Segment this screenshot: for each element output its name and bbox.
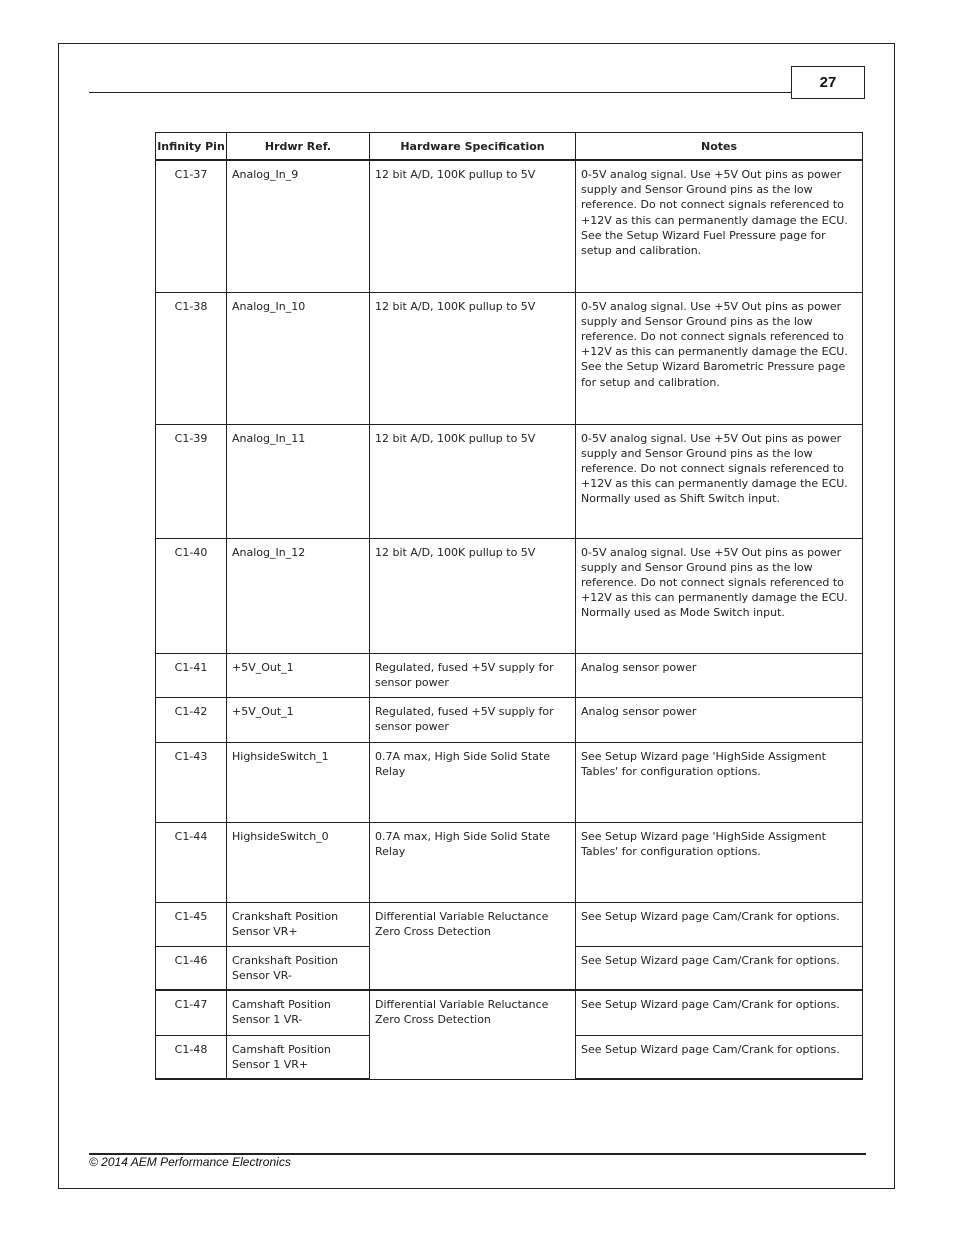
- notes-cell: See Setup Wizard page Cam/Crank for options.: [581, 1042, 840, 1056]
- notes-cell: Analog sensor power: [581, 704, 697, 718]
- notes-cell: 0-5V analog signal. Use +5V Out pins as power supply and Sensor Ground pins as the low reference. Do not connect signals referenced to +12V as this can permanently damage the ECU. See the Setup Wizard Fuel Pressure page for setup and calibration.: [581, 168, 848, 258]
- spec-cell: Differential Variable Reluctance Zero Cross Detection: [375, 909, 549, 938]
- notes-cell: See Setup Wizard page Cam/Crank for options.: [581, 909, 840, 923]
- pin-table: [155, 132, 863, 1080]
- ref-cell: Crankshaft Position Sensor VR-: [232, 953, 339, 982]
- table-row: [156, 424, 863, 538]
- pin-cell: C1-46: [174, 953, 208, 967]
- spec-cell: Regulated, fused +5V supply for sensor power: [375, 704, 554, 733]
- spec-cell: 0.7A max, High Side Solid State Relay: [375, 829, 550, 858]
- table-row: [156, 822, 863, 902]
- ref-cell: +5V_Out_1: [232, 660, 294, 674]
- ref-cell: Camshaft Position Sensor 1 VR-: [232, 998, 331, 1027]
- pin-cell: C1-37: [174, 168, 208, 181]
- ref-cell: Camshaft Position Sensor 1 VR+: [232, 1042, 331, 1071]
- table-row: [156, 538, 863, 653]
- ref-cell: +5V_Out_1: [232, 704, 294, 718]
- ref-cell: HighsideSwitch_0: [232, 829, 329, 843]
- spec-cell: 12 bit A/D, 100K pullup to 5V: [375, 545, 536, 559]
- header-hrdwr-ref: Hrdwr Ref.: [227, 133, 370, 161]
- ref-cell: Analog_In_11: [232, 431, 306, 445]
- table-row: [156, 697, 863, 742]
- footer-copyright: © 2014 AEM Performance Electronics: [89, 1155, 291, 1169]
- spec-cell: 0.7A max, High Side Solid State Relay: [375, 749, 550, 778]
- pin-cell: C1-41: [174, 660, 208, 674]
- spec-cell: 12 bit A/D, 100K pullup to 5V: [375, 299, 536, 313]
- header-hardware-spec: Hardware Specification: [370, 133, 576, 161]
- pin-cell: C1-39: [174, 431, 208, 445]
- page-number: 27: [791, 66, 865, 99]
- ref-cell: Analog_In_12: [232, 545, 306, 559]
- table-row: [156, 160, 863, 292]
- table-header-row: [156, 133, 863, 161]
- table-row: [156, 292, 863, 424]
- header-rule: [89, 92, 791, 93]
- header-notes: Notes: [576, 133, 863, 161]
- pin-cell: C1-42: [174, 704, 208, 718]
- spec-cell: Differential Variable Reluctance Zero Cross Detection: [375, 998, 549, 1027]
- notes-cell: See Setup Wizard page Cam/Crank for options.: [581, 998, 840, 1011]
- notes-cell: 0-5V analog signal. Use +5V Out pins as power supply and Sensor Ground pins as the low reference. Do not connect signals referenced to +12V as this can permanently damage the ECU. See the Setup Wizard Barometric Pressure page for setup and calibration.: [581, 299, 848, 389]
- spec-cell: 12 bit A/D, 100K pullup to 5V: [375, 431, 536, 445]
- notes-cell: Analog sensor power: [581, 660, 697, 674]
- ref-cell: HighsideSwitch_1: [232, 749, 329, 763]
- table-row: [156, 742, 863, 822]
- header-infinity-pin: Infinity Pin: [156, 133, 227, 161]
- notes-cell: 0-5V analog signal. Use +5V Out pins as power supply and Sensor Ground pins as the low reference. Do not connect signals referenced to +12V as this can permanently damage the ECU. Normally used as Shift Switch input.: [581, 431, 848, 506]
- pin-cell: C1-40: [174, 545, 208, 559]
- spec-cell: 12 bit A/D, 100K pullup to 5V: [375, 168, 536, 181]
- table-row: [156, 653, 863, 697]
- pin-cell: C1-38: [174, 299, 208, 313]
- spec-cell: Regulated, fused +5V supply for sensor power: [375, 660, 554, 689]
- pin-cell: C1-43: [174, 749, 208, 763]
- ref-cell: Crankshaft Position Sensor VR+: [232, 909, 339, 938]
- pin-cell: C1-47: [174, 998, 208, 1011]
- table-row: [156, 902, 863, 946]
- notes-cell: 0-5V analog signal. Use +5V Out pins as power supply and Sensor Ground pins as the low reference. Do not connect signals referenced to +12V as this can permanently damage the ECU. Normally used as Mode Switch input.: [581, 545, 848, 620]
- table-row: [156, 990, 863, 1035]
- ref-cell: Analog_In_10: [232, 299, 306, 313]
- pin-cell: C1-48: [174, 1042, 208, 1056]
- pin-cell: C1-44: [174, 829, 208, 843]
- notes-cell: See Setup Wizard page 'HighSide Assigment Tables' for configuration options.: [581, 829, 826, 858]
- ref-cell: Analog_In_9: [232, 168, 299, 181]
- notes-cell: See Setup Wizard page 'HighSide Assigment Tables' for configuration options.: [581, 749, 826, 778]
- pin-cell: C1-45: [174, 909, 208, 923]
- notes-cell: See Setup Wizard page Cam/Crank for options.: [581, 953, 840, 967]
